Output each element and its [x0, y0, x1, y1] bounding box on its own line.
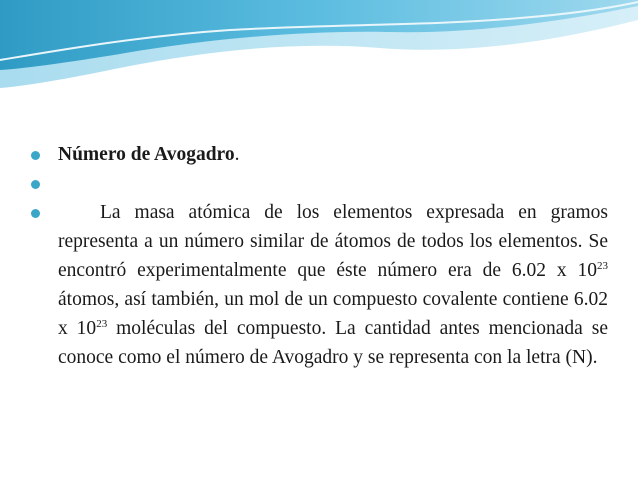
slide-heading: Número de Avogadro [58, 144, 235, 165]
bullet-empty [28, 169, 608, 198]
paragraph-part2: átomos, así también, un mol de un compuesto covalente contiene 6.02 x 10 [58, 289, 608, 339]
paragraph-part3: moléculas del compuesto. La cantidad antes mencionada se conoce como el número de Avogadro y se representa con la letra (N). [58, 318, 609, 368]
bullet-icon [31, 209, 40, 218]
bullet-paragraph [28, 198, 608, 372]
bullet-icon [31, 180, 40, 189]
paragraph-text [58, 198, 608, 372]
heading-period: . [234, 144, 240, 165]
paragraph-part1: La masa atómica de los elementos expresada en gramos representa a un número similar de átomos de todos los elementos. Se encontró experimentalmente que éste número era de 6.02 x 10 [58, 202, 608, 281]
header-wave-decoration [0, 0, 638, 110]
bullet-icon [31, 151, 40, 160]
slide-content [28, 140, 608, 372]
bullet-heading [28, 140, 608, 169]
exponent-2: 23 [96, 318, 108, 330]
exponent-1: 23 [597, 260, 608, 272]
